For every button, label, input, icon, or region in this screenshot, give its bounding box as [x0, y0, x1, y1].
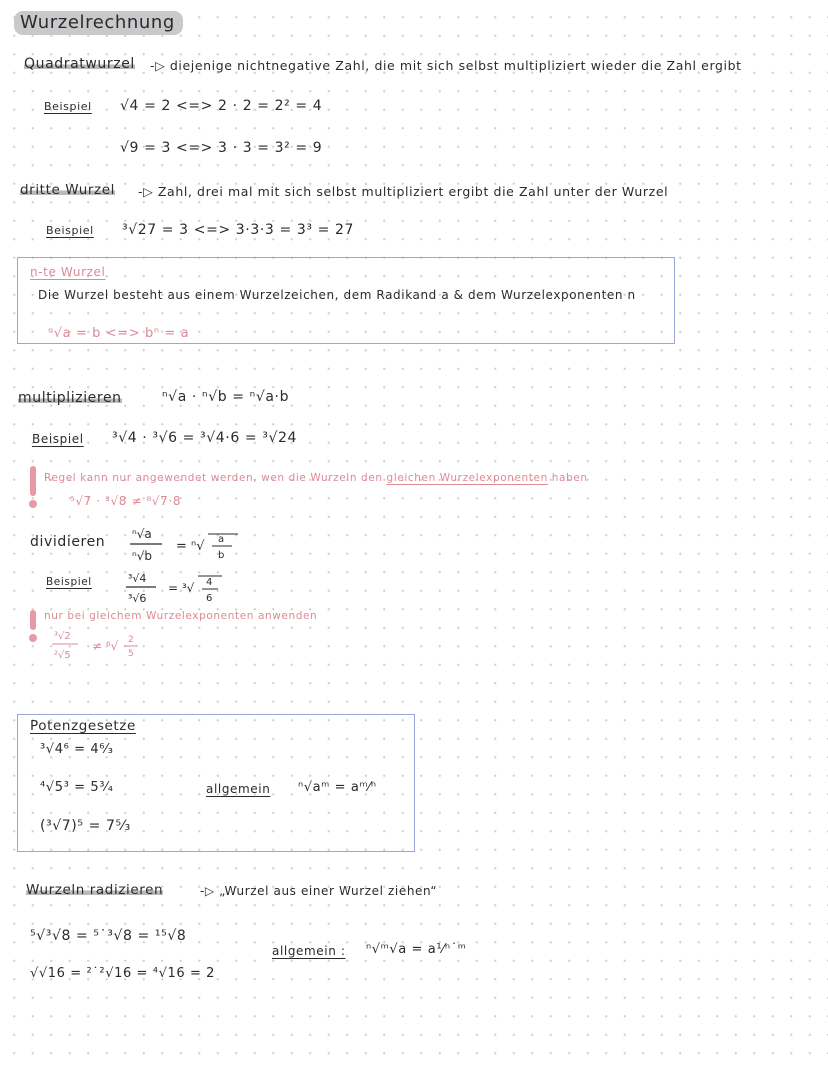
quadrat-example-1: √4 = 2 <=> 2 · 2 = 2² = 4 [120, 98, 323, 114]
radizieren-heading [26, 882, 163, 898]
potenz-allgemein-formula: ⁿ√aᵐ = aᵐ⁄ⁿ [298, 780, 377, 795]
multiplizieren-title: multiplizieren [18, 390, 122, 406]
radizieren-line-2: √√16 = ²˙²√16 = ⁴√16 = 2 [30, 966, 216, 981]
svg-text:≠ ⁶√: ≠ ⁶√ [92, 639, 119, 653]
nte-wurzel-definition: Die Wurzel besteht aus einem Wurzelzeichen, dem Radikand a & dem Wurzelexponenten n [38, 288, 636, 302]
dividieren-heading: dividieren [30, 534, 106, 550]
warning-link-text: gleichen Wurzelexponenten [386, 472, 548, 484]
dritte-wurzel-definition: -▷ Zahl, drei mal mit sich selbst multipliziert ergibt die Zahl unter der Wurzel [138, 184, 669, 199]
multiplizieren-warning [44, 472, 588, 484]
potenz-line-2: ⁴√5³ = 5³⁄₄ [40, 780, 114, 795]
radizieren-line-1: ⁵√³√8 = ⁵˙³√8 = ¹⁵√8 [30, 928, 187, 944]
svg-text:b: b [218, 550, 225, 561]
beispiel-label-4: Beispiel [46, 576, 92, 588]
quadrat-example-2: √9 = 3 <=> 3 · 3 = 3² = 9 [120, 140, 323, 156]
multiplizieren-rule: ⁿ√a · ⁿ√b = ⁿ√a·b [162, 389, 290, 405]
svg-text:²√5: ²√5 [54, 650, 71, 661]
multiplizieren-heading [18, 390, 122, 406]
dritte-example: ³√27 = 3 <=> 3·3·3 = 3³ = 27 [122, 222, 354, 238]
title-text: Wurzelrechnung [14, 11, 183, 35]
potenz-line-3: (³√7)⁵ = 7⁵⁄₃ [40, 818, 131, 834]
radizieren-description: -▷ „Wurzel aus einer Wurzel ziehen“ [200, 884, 438, 898]
svg-text:³√6: ³√6 [128, 592, 147, 605]
warning-text-end: haben [547, 472, 588, 484]
svg-text:ⁿ√b: ⁿ√b [132, 549, 153, 563]
potenzgesetze-heading: Potenzgesetze [30, 718, 136, 734]
warning-text: Regel kann nur angewendet werden, wen die Wurzeln den [44, 472, 387, 484]
beispiel-label-1: Beispiel [44, 100, 92, 113]
svg-text:= ⁿ√: = ⁿ√ [176, 539, 205, 554]
dritte-wurzel-heading [20, 182, 115, 198]
warning-icon [28, 466, 38, 508]
page-title [14, 12, 183, 33]
svg-text:5: 5 [128, 649, 134, 659]
radizieren-allgemein-formula: ⁿ√ᵐ√a = a¹⁄ⁿ˙ᵐ [366, 942, 467, 957]
nte-wurzel-formula: ⁿ√a = b <=> bⁿ = a [48, 326, 190, 341]
dividieren-warning: nur bei gleichem Wurzelexponenten anwenden [44, 610, 318, 622]
warning-icon-2 [28, 610, 38, 642]
allgemein-label-1: allgemein [206, 782, 271, 796]
quadratwurzel-heading [24, 56, 135, 72]
dividieren-warning-example [52, 626, 162, 666]
multiplizieren-warning-example: ⁵√7 · ³√8 ≠ ⁸√7·8 [70, 494, 182, 508]
dividieren-rule [120, 520, 260, 570]
beispiel-label-3: Beispiel [32, 432, 84, 446]
svg-text:= ³√: = ³√ [168, 581, 195, 595]
svg-text:³√4: ³√4 [128, 572, 147, 585]
svg-text:³√2: ³√2 [54, 631, 71, 642]
svg-text:ⁿ√a: ⁿ√a [132, 527, 152, 541]
allgemein-label-2: allgemein : [272, 944, 346, 958]
nte-wurzel-heading: n-te Wurzel [30, 265, 106, 279]
beispiel-label-2: Beispiel [46, 224, 94, 237]
dritte-wurzel-title: dritte Wurzel [20, 182, 115, 198]
radizieren-title: Wurzeln radizieren [26, 882, 164, 898]
svg-text:a: a [218, 534, 225, 545]
dividieren-example [124, 566, 234, 610]
quadratwurzel-definition: -▷ diejenige nichtnegative Zahl, die mit sich selbst multipliziert wieder die Zahl ergibt [150, 58, 742, 73]
multiplizieren-example: ³√4 · ³√6 = ³√4·6 = ³√24 [112, 430, 298, 446]
svg-text:6: 6 [206, 593, 213, 604]
svg-text:2: 2 [128, 635, 134, 645]
potenz-line-1: ³√4⁶ = 4⁶⁄₃ [40, 742, 114, 757]
svg-text:4: 4 [206, 577, 213, 588]
quadratwurzel-title: Quadratwurzel [24, 56, 135, 72]
